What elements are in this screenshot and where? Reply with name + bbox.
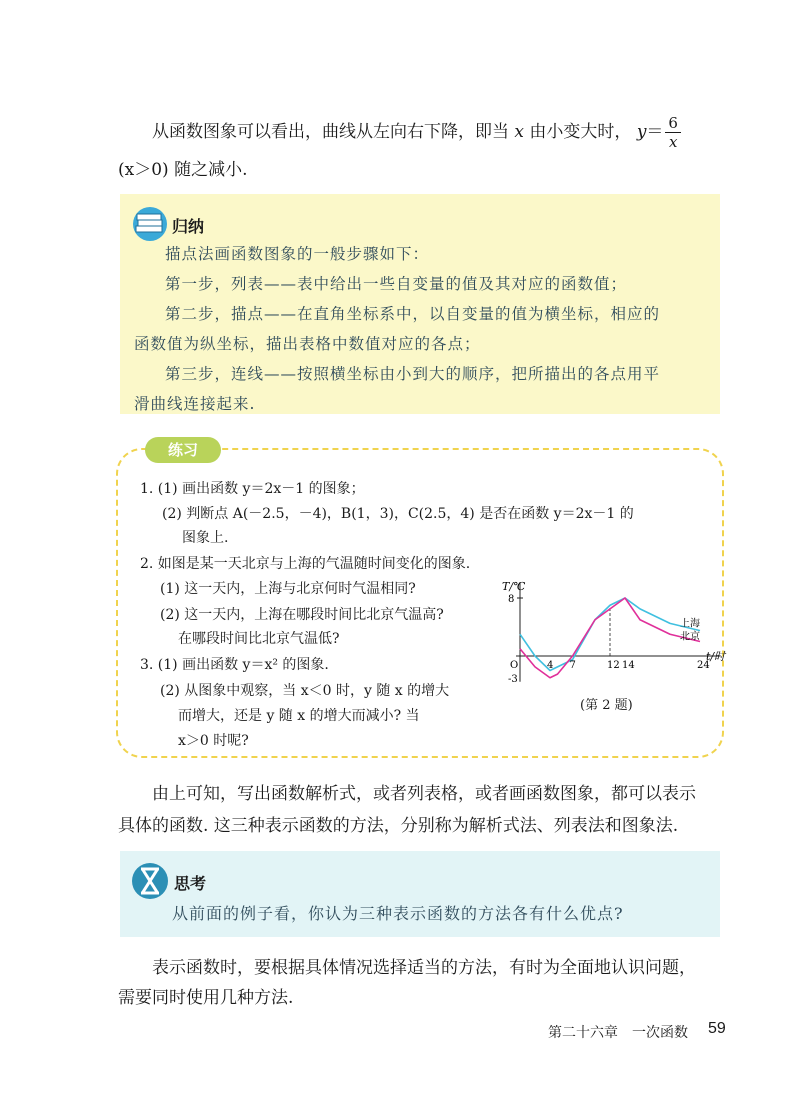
chart-labels	[502, 580, 727, 685]
fraction-numerator: 6	[665, 114, 681, 133]
x-tick-label: 14	[622, 660, 635, 671]
intro-line-1	[152, 114, 732, 151]
practice-item: (2) 从图象中观察，当 x＜0 时，y 随 x 的增大	[160, 683, 450, 699]
practice-item: x＞0 时呢?	[178, 733, 249, 749]
practice-item: 图象上.	[182, 530, 229, 546]
summary-line: 滑曲线连接起来.	[134, 395, 256, 413]
y-tick-label: -3	[508, 673, 518, 685]
think-text: 从前面的例子看，你认为三种表示函数的方法各有什么优点?	[172, 904, 624, 923]
summary-line: 第一步，列表——表中给出一些自变量的值及其对应的函数值；	[165, 275, 628, 293]
y-tick-label: 8	[508, 594, 515, 605]
summary-paragraph-line-1: 由上可知，写出函数解析式，或者列表格，或者画函数图象，都可以表示	[152, 784, 696, 804]
x-tick-label: 12	[607, 660, 620, 671]
intro-var-x: x	[514, 122, 524, 142]
figure-caption: (第 2 题)	[580, 698, 633, 713]
summary-box	[120, 194, 720, 414]
practice-item: 2. 如图是某一天北京与上海的气温随时间变化的图象.	[140, 556, 471, 572]
summary-text	[134, 239, 710, 419]
series-label: 北京	[680, 631, 700, 643]
practice-item: 在哪段时间比北京气温低?	[178, 631, 340, 647]
intro-line-2: (x＞0) 随之减小.	[118, 160, 248, 180]
practice-item: (2) 判断点 A(－2.5，－4)，B(1，3)，C(2.5，4) 是否在函数 y＝2x－1 的	[162, 506, 634, 522]
final-paragraph-line-2: 需要同时使用几种方法.	[118, 988, 294, 1008]
series-label: 上海	[680, 618, 700, 630]
x-axis-label: t/时	[706, 650, 726, 663]
hourglass-icon	[130, 861, 170, 905]
practice-item: 1. (1) 画出函数 y＝2x－1 的图象；	[140, 481, 365, 497]
x-tick-label: 24	[697, 660, 710, 671]
summary-line: 第二步，描点——在直角坐标系中，以自变量的值为横坐标，相应的	[165, 305, 661, 323]
practice-item: 3. (1) 画出函数 y＝x² 的图象.	[140, 657, 329, 673]
summary-line: 函数值为纵坐标，描出表格中数值对应的各点；	[134, 335, 481, 353]
x-tick-label: 4	[547, 660, 554, 671]
practice-item: 而增大，还是 y 随 x 的增大而减小? 当	[178, 708, 420, 724]
x-tick-label: 7	[569, 660, 576, 671]
fraction-denominator: x	[668, 133, 678, 151]
think-title: 思考	[174, 874, 207, 893]
practice-item: (2) 这一天内，上海在哪段时间比北京气温高?	[160, 607, 444, 623]
intro-text-mid: 由小变大时，	[529, 122, 632, 142]
think-box	[120, 851, 720, 937]
intro-text: 从函数图象可以看出，曲线从左向右下降，即当	[152, 122, 509, 142]
practice-tab: 练习	[145, 437, 221, 463]
summary-line: 第三步，连线——按照横坐标由小到大的顺序，把所描出的各点用平	[165, 365, 661, 383]
final-paragraph-line-1: 表示函数时，要根据具体情况选择适当的方法，有时为全面地认识问题，	[152, 958, 696, 978]
fraction	[665, 114, 681, 151]
x-tick-label: O	[510, 660, 519, 671]
page-number: 59	[708, 1020, 726, 1037]
summary-line: 描点法画函数图象的一般步骤如下：	[165, 245, 430, 263]
intro-equals: ＝	[646, 122, 664, 142]
intro-var-y: y	[636, 122, 647, 142]
summary-title: 归纳	[172, 217, 205, 236]
footer-chapter: 第二十六章 一次函数	[548, 1025, 688, 1041]
summary-paragraph-line-2: 具体的函数. 这三种表示函数的方法，分别称为解析式法、列表法和图象法.	[118, 816, 679, 836]
practice-item: (1) 这一天内，上海与北京何时气温相同?	[160, 581, 416, 597]
y-axis-label: T/℃	[502, 580, 526, 593]
temperature-chart	[490, 578, 726, 688]
